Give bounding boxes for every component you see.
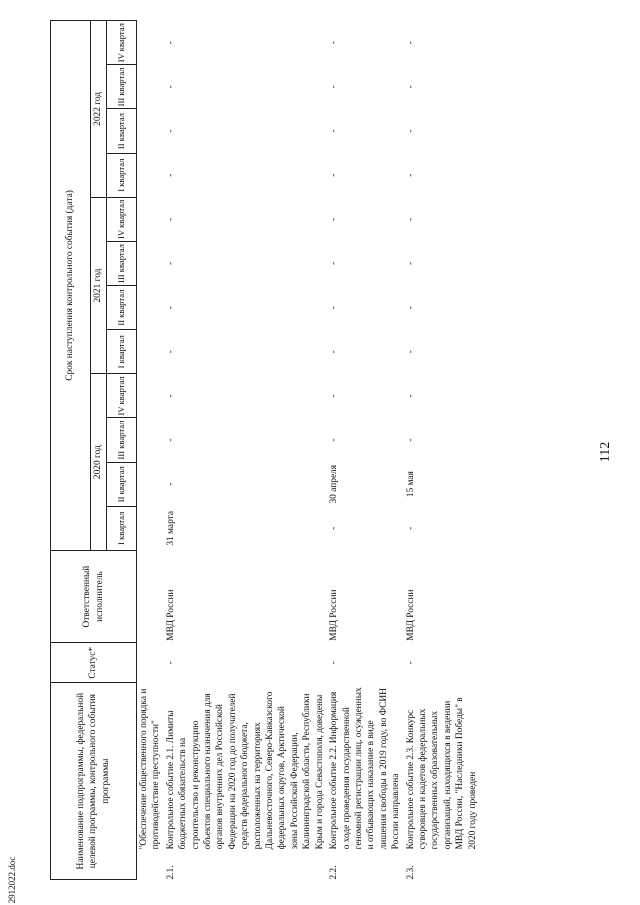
quarter-cell: - — [329, 394, 340, 398]
row-executor — [137, 550, 164, 642]
quarter-cell: - — [329, 306, 340, 310]
header-name-column: Наименование подпрограммы, федеральной целевой программы, контрольного события программы — [51, 683, 137, 880]
quarter-cell: - — [329, 217, 340, 221]
row-executor: МВД России — [165, 589, 176, 641]
quarter-cell: - — [329, 85, 340, 89]
quarter-cell — [137, 462, 164, 506]
quarter-cell — [137, 21, 164, 65]
header-year-2021: 2021 год — [91, 197, 107, 374]
quarter-cell: - — [329, 350, 340, 354]
row-number — [137, 851, 164, 879]
rotated-table-page — [50, 20, 635, 880]
quarter-cell: - — [165, 350, 176, 354]
quarter-cell: - — [405, 85, 416, 89]
table-row — [137, 21, 164, 880]
row-status: - — [165, 661, 176, 665]
header-year-2022: 2022 год — [91, 21, 107, 198]
header-quarter: I квартал — [107, 153, 137, 197]
header-year-2020: 2020 год — [91, 374, 107, 551]
row-status: - — [405, 661, 416, 665]
header-quarter: III квартал — [107, 418, 137, 462]
table-row — [327, 21, 403, 880]
quarter-cell: - — [329, 526, 340, 530]
quarter-cell — [137, 153, 164, 197]
quarter-cell: - — [405, 173, 416, 177]
row-name: Контрольное событие 2.3. Конкурс суворовцев и кадетов федеральных государственных образовательных организаций, находящихся в ведении МВД России, "Наследники Победы" в 2020 году проведен — [405, 697, 478, 850]
control-events-table — [50, 20, 480, 880]
quarter-cell: - — [405, 438, 416, 442]
quarter-cell: - — [329, 173, 340, 177]
quarter-cell — [137, 109, 164, 153]
header-quarter: I квартал — [107, 506, 137, 550]
header-quarter: IV квартал — [107, 21, 137, 65]
quarter-cell: 31 марта — [165, 510, 176, 546]
table-row — [404, 21, 480, 880]
row-status — [137, 643, 164, 683]
row-executor: МВД России — [405, 589, 416, 641]
header-quarter: IV квартал — [107, 374, 137, 418]
header-executor-column: Ответственный исполнитель — [51, 550, 137, 642]
row-number: 2.1. — [165, 865, 176, 880]
quarter-cell: - — [165, 129, 176, 133]
table-header — [51, 21, 137, 880]
quarter-cell: - — [165, 306, 176, 310]
quarter-cell: - — [165, 173, 176, 177]
header-quarter: IV квартал — [107, 197, 137, 241]
quarter-cell — [137, 418, 164, 462]
quarter-cell: - — [405, 306, 416, 310]
quarter-cell: - — [165, 217, 176, 221]
quarter-cell: - — [165, 394, 176, 398]
quarter-cell: - — [405, 526, 416, 530]
quarter-cell: - — [405, 129, 416, 133]
quarter-cell: - — [165, 85, 176, 89]
quarter-cell — [137, 506, 164, 550]
header-quarter: III квартал — [107, 65, 137, 109]
row-name: "Обеспечение общественного порядка и противодействие преступности" — [139, 688, 162, 850]
row-number: 2.3. — [405, 865, 416, 880]
quarter-cell: - — [165, 438, 176, 442]
header-quarter: I квартал — [107, 330, 137, 374]
header-quarter: III квартал — [107, 241, 137, 285]
quarter-cell: - — [165, 261, 176, 266]
row-name: Контрольное событие 2.2. Информация о ходе проведения государственной геномной регистрации лиц, осужденных и отбывающих наказание в виде лишения свободы в 2019 году, во ФСИН России направлена — [329, 687, 402, 850]
quarter-cell: - — [329, 261, 340, 266]
quarter-cell: - — [165, 482, 176, 486]
quarter-cell: - — [329, 438, 340, 442]
quarter-cell — [137, 65, 164, 109]
quarter-cell: 15 мая — [405, 471, 416, 498]
quarter-cell: - — [329, 41, 340, 45]
row-number: 2.2. — [329, 865, 340, 880]
quarter-cell — [137, 286, 164, 330]
quarter-cell: - — [405, 41, 416, 45]
row-status: - — [329, 661, 340, 665]
quarter-cell — [137, 241, 164, 285]
quarter-cell: 30 апреля — [329, 464, 340, 504]
quarter-cell — [137, 330, 164, 374]
quarter-cell — [137, 374, 164, 418]
header-status-column: Статус* — [51, 643, 137, 683]
header-quarter: II квартал — [107, 286, 137, 330]
header-deadline-group: Срок наступления контрольного события (дата) — [51, 21, 91, 551]
table-row — [164, 21, 327, 880]
footer-file-name: 2912022.doc — [7, 856, 17, 904]
row-name: Контрольное событие 2.1. Лимиты бюджетных обязательств на строительство и реконструкцию объектов специального назначения для органов внутренних дел Российской Федерации на 2020 год до получателей средств федерального бюджета, расположенных на территориях Дальневосточного, Северо-Кавказского федеральных округов, Арктической зоны Российской Федерации, Калининградской области, Республики Крым и города Севастополя, доведены — [165, 691, 325, 850]
header-quarter: II квартал — [107, 462, 137, 506]
quarter-cell: - — [405, 261, 416, 266]
table-body — [137, 21, 480, 880]
quarter-cell: - — [165, 41, 176, 45]
quarter-cell: - — [405, 217, 416, 221]
quarter-cell: - — [405, 350, 416, 354]
quarter-cell: - — [329, 129, 340, 133]
row-executor: МВД России — [329, 589, 340, 641]
header-quarter: II квартал — [107, 109, 137, 153]
quarter-cell — [137, 197, 164, 241]
quarter-cell: - — [405, 394, 416, 398]
page-number: 112 — [598, 441, 613, 463]
